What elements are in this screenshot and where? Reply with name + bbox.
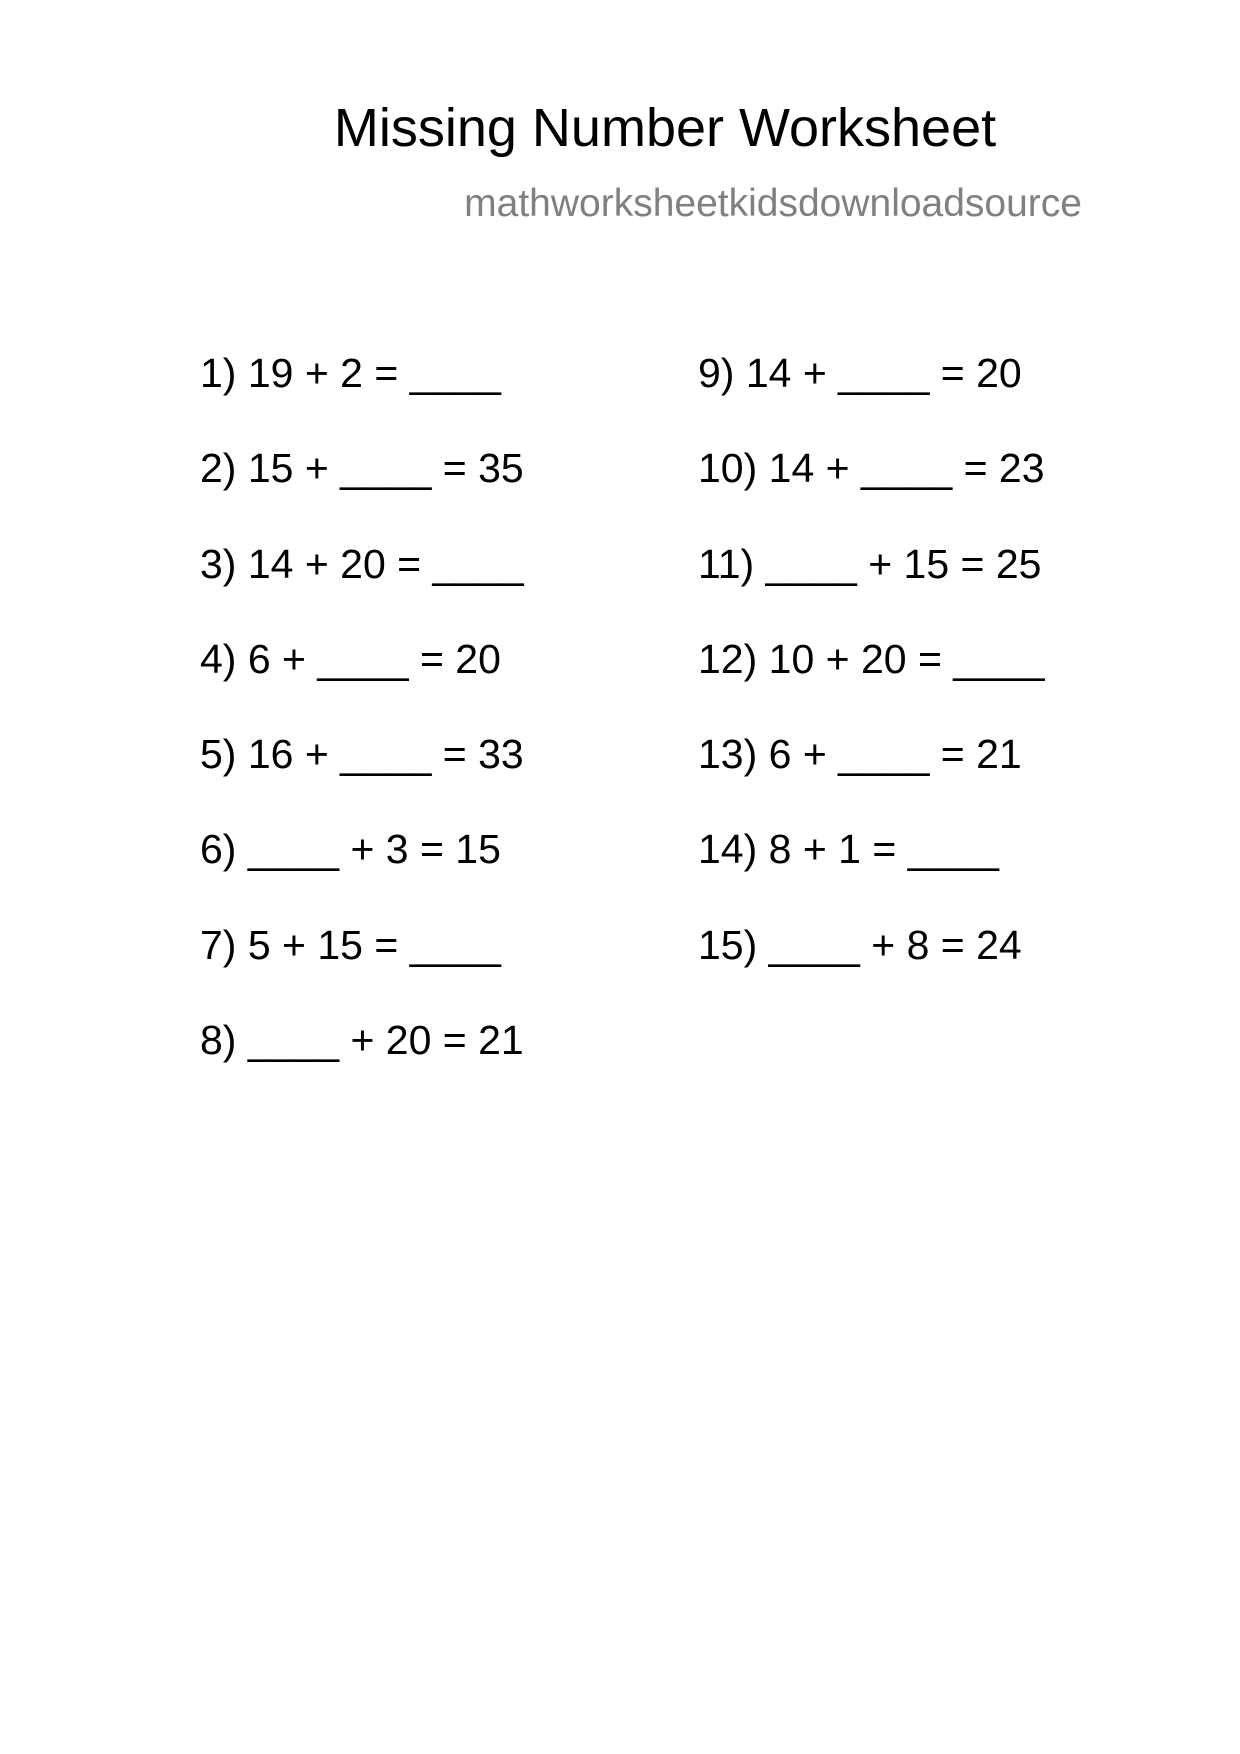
problem-8: 8) ____ + 20 = 21 bbox=[200, 1017, 524, 1064]
problem-5: 5) 16 + ____ = 33 bbox=[200, 731, 524, 778]
problem-13: 13) 6 + ____ = 21 bbox=[698, 731, 1022, 778]
problem-7: 7) 5 + 15 = ____ bbox=[200, 921, 501, 968]
worksheet-source: mathworksheetkidsdownloadsource bbox=[464, 182, 1082, 225]
problem-4: 4) 6 + ____ = 20 bbox=[200, 635, 501, 682]
problem-9: 9) 14 + ____ = 20 bbox=[698, 350, 1022, 396]
problem-1: 1) 19 + 2 = ____ bbox=[200, 350, 501, 396]
problem-10: 10) 14 + ____ = 23 bbox=[698, 445, 1045, 492]
problems-left-column bbox=[200, 349, 524, 1111]
problem-12: 12) 10 + 20 = ____ bbox=[698, 635, 1045, 682]
problem-2: 2) 15 + ____ = 35 bbox=[200, 445, 524, 492]
problems-right-column bbox=[698, 349, 1045, 1016]
problem-14: 14) 8 + 1 = ____ bbox=[698, 826, 999, 873]
problem-6: 6) ____ + 3 = 15 bbox=[200, 826, 501, 873]
worksheet-title: Missing Number Worksheet bbox=[333, 98, 997, 158]
problem-15: 15) ____ + 8 = 24 bbox=[698, 921, 1022, 968]
problem-11: 11) ____ + 15 = 25 bbox=[698, 540, 1042, 587]
problem-3: 3) 14 + 20 = ____ bbox=[200, 540, 524, 587]
